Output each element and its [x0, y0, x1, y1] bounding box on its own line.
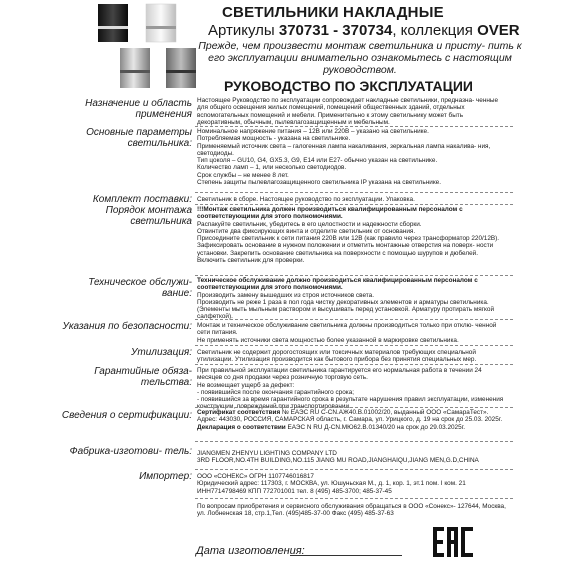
label-factory: Фабрика-изготови- тель: — [69, 446, 192, 457]
article-range: 370731 - 370734 — [278, 22, 393, 39]
label-purpose: Назначение и область применения — [85, 98, 192, 120]
text-mounting: !!!Монтаж светильника должен производиться квалифицированным персоналом с соответствующими для этого полномочиями. Распакуйте светильник, убедитесь в его целостности и надежности сборки. Отвинтите два фиксирующих винта и отделите светильник от основания. Присоедините светильник к сети питания 220В или 12В (как правило через трансформатор 220/12В). Зафиксировать основание в нужном положении и отметить монтажные отверстия на поверх- ности установки. Закрепить основание светильника на поверхности с помощью шурупов и дюбелей. Включить светильник для проверки. — [197, 206, 500, 265]
label-importer: Импортер: — [139, 471, 192, 482]
text-safety: Монтаж и техническое обслуживание светильника должны производиться только при отклю- ченной сети питания. Не применять источники света мощностью более указанной в маркировке светильника. — [197, 322, 497, 344]
separator — [195, 126, 513, 127]
text-contacts: По вопросам приобретения и сервисного обслуживания обращаться в ООО «Сонекс»- 127644, Москва, ул. Лобненская 18, стр.1,Тел. (495)485-37-00 Факс (495) 485-37-63 — [197, 503, 506, 518]
text-disposal: Светильник не содержит дорогостоящих или токсичных материалов требующих специальной утилизации. Утилизация производится как бытового прибора без принятия специальных мер. — [197, 349, 477, 364]
label-warranty: Гарантийные обяза- тельства: — [94, 366, 192, 388]
separator — [195, 469, 513, 470]
lamp-silver — [120, 48, 150, 88]
text-importer: ООО «СОНЕКС» ОГРН 1107746016817 Юридический адрес: 117303, г. МОСКВА, ул. Юшуньская М., д. 1, кор. 1, эт.1 пом. I ком. 21 ИНН7714798469 КПП 772701001 тел. 8 (495) 485-3700; 485-37-45 — [197, 473, 466, 495]
label-disposal: Утилизация: — [131, 347, 192, 358]
separator — [195, 364, 513, 365]
label-maintenance: Техническое обслужи- вание: — [88, 277, 192, 299]
manual-title: РУКОВОДСТВО ПО ЭКСПЛУАТАЦИИ — [224, 78, 473, 94]
separator — [195, 345, 513, 346]
eac-mark — [432, 526, 474, 558]
text-certification: Сертификат соответствия № ЕАЭС RU C-CN.АЖ40.В.01002/20, выданный ООО «СамараТест». Адрес: 443030, РОССИЯ, САМАРСКАЯ область, г. Самара, ул. Урицкого, д. 19 на срок до 25.03. 2025г. Декларация о соответствии ЕАЭС N RU Д-CN.МЮ62.В.01340/20 на срок до 29.03.2025г. — [197, 409, 503, 431]
separator — [195, 407, 513, 408]
manufacture-date-label: Дата изготовления: — [196, 545, 305, 557]
manufacture-date-line — [290, 555, 402, 556]
lamp-graphite — [166, 48, 196, 88]
label-mounting: Порядок монтажа светильника — [105, 205, 192, 227]
text-maintenance: Техническое обслуживание должно производиться квалифицированным персоналом с соответствующими для этого полномочиями. Производить замену вышедших из строя источников света. Производить не реже 1 раза в пол года чистку декоративных элементов и арматуры светильника. (Элементы мыть мыльным раствором и высушивать перед установкой. Арматуру протирать мягкой салфеткой). — [197, 277, 495, 321]
separator — [195, 498, 513, 499]
label-safety: Указания по безопасности: — [62, 321, 192, 332]
text-params: Номинальное напряжение питания – 12В или 220В – указано на светильнике. Потребляемая мощность - указана на светильнике. Применяемый источник света – галогенная лампа накаливания, зеркальная лампа накалива- ния, светодиоды. Тип цоколя – GU10, G4, GX5.3, G9, E14 или E27- обычно указан на светильнике. Количество ламп – 1, или несколько светодиодов. Срок службы – не менее 8 лет. Степень защиты пылевлагозащищенного светильника IP указана на светильнике. — [197, 128, 491, 187]
label-kit: Комплект поставки: — [92, 194, 192, 205]
article-numbers: Артикулы 370731 - 370734, коллекция OVER — [208, 22, 520, 39]
text-purpose: Настоящее Руководство по эксплуатации сопровождает накладные светильники, предназна- ченные для общего освещения жилых помещений, помещений общественных зданий, отдельных вспомогательных помещений и мебели. Применительно к этому светильнику может быть декоративным, обычным, пылевлагозащищенным и мебельным. — [197, 97, 499, 126]
lamp-black — [98, 4, 128, 42]
separator — [195, 275, 513, 276]
text-warranty: При правильной эксплуатации светильника гарантируется его нормальная работа в течении 24 месяцев со дня продажи через розничную торговую сеть. Не возмещает ущерб за дефект: - появившийся после окончания гарантийного срока; - появившийся за время гарантийного срока в результате нарушения правил эксплуатации, изменения конструкции, повреждений при транспортировании. — [197, 367, 504, 411]
lamp-white — [146, 4, 176, 42]
separator — [195, 319, 513, 320]
label-certification: Сведения о сертификации: — [61, 410, 192, 421]
intro-note: Прежде, чем произвести монтаж светильника и присту- пить к его эксплуатации внимательно ознакомьтесь с настоящим руководством. — [198, 40, 522, 76]
label-params: Основные параметры светильника: — [86, 127, 192, 149]
separator — [195, 441, 513, 442]
collection-name: OVER — [477, 22, 520, 39]
document-header — [0, 0, 580, 100]
separator — [195, 204, 513, 205]
document-title: СВЕТИЛЬНИКИ НАКЛАДНЫЕ — [222, 4, 444, 21]
text-kit: Светильник в сборе. Настоящее руководство по эксплуатации. Упаковка. — [197, 196, 415, 203]
separator — [195, 192, 513, 193]
product-photos — [90, 0, 210, 96]
text-factory: JIANGMEN ZHENYU LIGHTING COMPANY LTD 3RD FLOOR,NO.4TH BUILDING,NO.115 JIANG MU ROAD,JIANGHAIQU,JIANG MEN,G.D,CHINA — [197, 450, 479, 465]
